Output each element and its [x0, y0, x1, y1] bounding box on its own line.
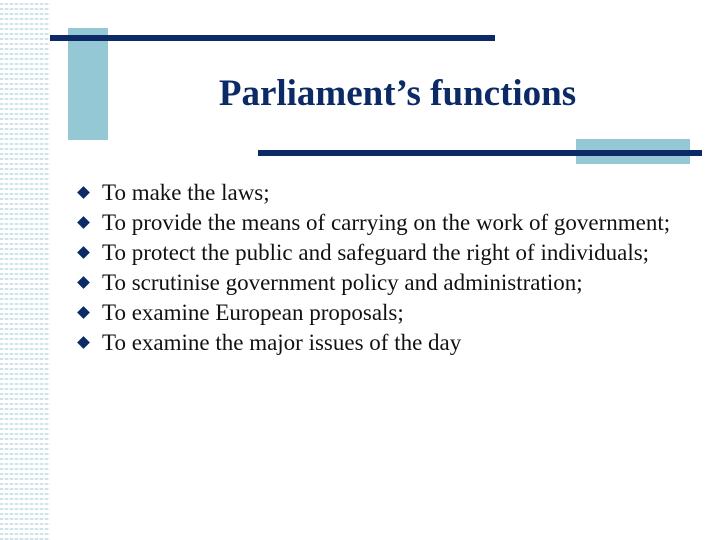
bullet-item: [76, 238, 706, 267]
bullet-item: [76, 298, 706, 327]
bullet-text: To provide the means of carrying on the work of government;: [102, 210, 671, 235]
diamond-bullet-icon: [77, 186, 90, 199]
bullet-item: [76, 328, 706, 357]
bullet-item: [76, 178, 706, 207]
decorative-stripe-border: [0, 0, 50, 540]
decorative-accent-block-left: [68, 28, 108, 140]
diamond-bullet-icon: [77, 216, 90, 229]
diamond-bullet-icon: [77, 306, 90, 319]
decorative-rule-bottom: [258, 150, 702, 156]
bullet-text: To make the laws;: [102, 180, 270, 205]
decorative-rule-top: [50, 35, 495, 41]
bullet-text: To examine the major issues of the day: [102, 330, 462, 355]
bullet-text: To protect the public and safeguard the right of individuals;: [102, 240, 650, 265]
slide-title: Parliament’s functions: [218, 73, 577, 114]
bullet-list: [76, 178, 706, 358]
diamond-bullet-icon: [77, 336, 90, 349]
bullet-text: To examine European proposals;: [102, 300, 404, 325]
bullet-item: [76, 268, 706, 297]
bullet-item: [76, 208, 706, 237]
diamond-bullet-icon: [77, 246, 90, 259]
bullet-text: To scrutinise government policy and administration;: [102, 270, 583, 295]
diamond-bullet-icon: [77, 276, 90, 289]
